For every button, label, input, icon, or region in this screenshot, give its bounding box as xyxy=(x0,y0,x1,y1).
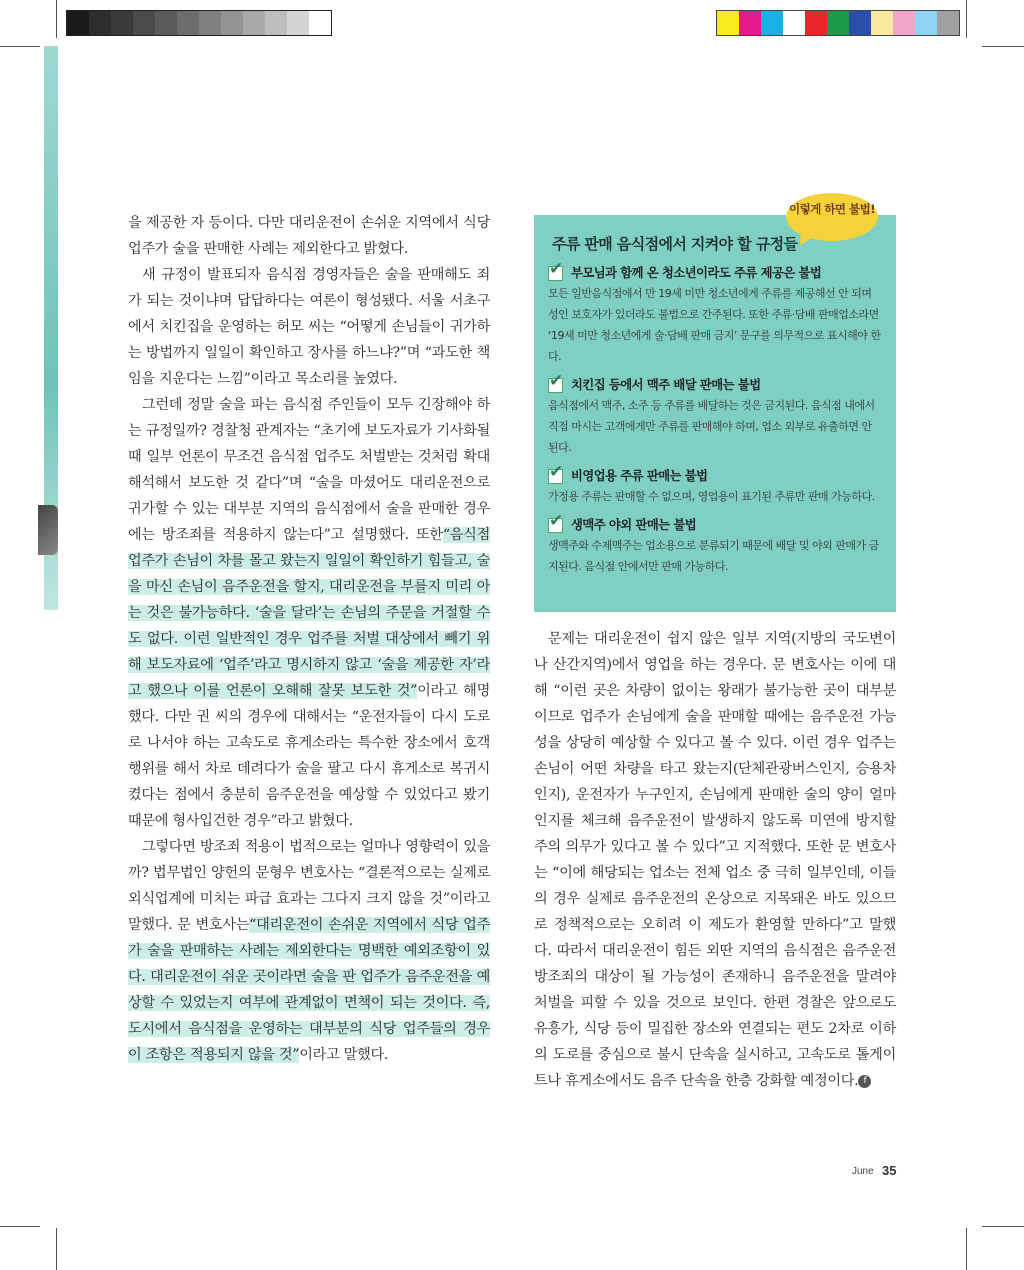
color-swatch xyxy=(761,11,783,35)
grayscale-print-bar xyxy=(66,10,332,36)
color-swatch xyxy=(827,11,849,35)
color-swatch xyxy=(915,11,937,35)
checkbox-icon xyxy=(548,515,568,533)
sidebar-title: 주류 판매 음식점에서 지켜야 할 규정들 xyxy=(552,235,798,253)
rule-heading xyxy=(548,513,882,535)
grayscale-swatch xyxy=(177,11,199,35)
color-swatch xyxy=(805,11,827,35)
grayscale-swatch xyxy=(287,11,309,35)
crop-mark xyxy=(982,1226,1024,1227)
rule-item xyxy=(548,464,882,507)
grayscale-swatch xyxy=(265,11,287,35)
crop-mark xyxy=(0,1226,40,1227)
text-run: 그런데 정말 술을 파는 음식점 주인들이 모두 긴장해야 하는 규정일까? 경찰청 관계자는 “초기에 보도자료가 기사화될 때 일부 언론이 무조건 음식점 업주도 처벌받는 것처럼 확대해석해서 보도한 것 같다”며 “술을 마셨어도 대리운전으로 귀가할 수 있는 대부분 지역의 음식점에서 술을 판매한 경우에는 방조죄를 적용하지 않는다”고 설명했다. 또한 xyxy=(128,397,490,543)
rule-body: 모든 일반음식점에서 만 19세 미만 청소년에게 주류를 제공해선 안 되며 성인 보호자가 있더라도 불법으로 간주된다. 또한 주류·담배 판매업소라면 ‘19세 미만 청소년에게 술·담배 판매 금지’ 문구를 의무적으로 표시해야 한다. xyxy=(548,287,881,363)
paragraph: 을 제공한 자 등이다. 다만 대리운전이 손쉬운 지역에서 식당 업주가 술을 판매한 사례는 제외한다고 밝혔다. xyxy=(128,215,490,257)
checkbox-icon xyxy=(548,263,568,281)
bubble-body xyxy=(786,193,878,241)
color-swatch xyxy=(717,11,739,35)
crop-mark xyxy=(982,46,1024,47)
regulations-sidebar-box xyxy=(534,215,896,612)
text-run: 문제는 대리운전이 쉽지 않은 일부 지역(지방의 국도변이나 산간지역)에서 영업을 하는 경우다. 문 변호사는 이에 대해 “이런 곳은 차량이 없이는 왕래가 불가능한 곳이 대부분이므로 업주가 손님에게 술을 판매할 때에는 음주운전 가능성을 상당히 예상할 수 있다고 볼 수 있다. 이런 경우 업주는 손님이 어떤 차량을 타고 왔는지(단체관광버스인지, 승용차인지), 운전자가 누구인지, 손님에게 판매한 술의 양이 얼마인지를 체크해 음주운전이 발생하지 않도록 미연에 방지할 주의 의무가 있다고 볼 수 있다”고 지적했다. 또한 문 변호사는 “이에 해당되는 업소는 전체 업소 중 극히 일부인데, 이들의 경우 실제로 음주운전의 온상으로 지목돼온 바도 있으므로 정책적으로는 오히려 이 제도가 환영할 만하다”고 말했다. 따라서 대리운전이 힘든 외딴 지역의 음식점은 음주운전 방조죄의 대상이 될 가능성이 존재하니 음주운전을 말려야 처벌을 피할 수 있을 것으로 보인다. 한편 경찰은 앞으로도 유흥가, 식당 등이 밀집한 장소와 연결되는 편도 2차로 이하의 도로를 중심으로 불시 단속을 실시하고, 고속도로 톨게이트나 휴게소에서도 음주 단속을 한층 강화할 예정이다. xyxy=(534,631,896,1089)
grayscale-swatch xyxy=(309,11,331,35)
crop-mark xyxy=(56,0,57,38)
color-print-bar xyxy=(716,10,960,36)
rule-item xyxy=(548,513,882,577)
text-run: 이라고 해명했다. 다만 권 씨의 경우에 대해서는 “운전자들이 다시 도로로 나서야 하는 고속도로 휴게소라는 특수한 장소에서 호객 행위를 해서 차로 데려다가 술을 팔고 다시 휴게소로 복귀시켰다는 점에서 충분히 음주운전을 예상할 수 있었다고 봤기 때문에 형사입건한 경우”라고 밝혔다. xyxy=(128,683,490,829)
rule-heading-text: 비영업용 주류 판매는 불법 xyxy=(571,469,708,483)
rule-heading xyxy=(548,464,882,486)
f-logo-icon: f xyxy=(858,1075,871,1088)
grayscale-swatch xyxy=(155,11,177,35)
text-run: 이라고 말했다. xyxy=(299,1047,389,1063)
grayscale-swatch xyxy=(133,11,155,35)
crop-mark xyxy=(0,46,40,47)
sidebar-rules-list xyxy=(548,261,882,583)
crop-mark xyxy=(966,1228,967,1270)
color-swatch xyxy=(849,11,871,35)
highlighted-quote: “대리운전이 손쉬운 지역에서 식당 업주가 술을 판매하는 사례는 제외한다는 명백한 예외조항이 있다. 대리운전이 쉬운 곳이라면 술을 판 업주가 음주운전을 예상할 수 있었는지 여부에 관계없이 면책이 되는 것이다. 즉, 도시에서 음식점을 운영하는 대부분의 식당 업주들의 경우 이 조항은 적용되지 않을 것” xyxy=(128,917,490,1063)
paragraph xyxy=(534,626,896,1094)
paragraph xyxy=(128,392,490,834)
color-swatch xyxy=(783,11,805,35)
bubble-text: 이렇게 하면 불법! xyxy=(788,202,875,216)
text-run: 그렇다면 방조죄 적용이 법적으로는 얼마나 영향력이 있을까? 법무법인 양헌의 문형우 변호사는 “결론적으로는 실제로 외식업계에 미치는 파급 효과는 그다지 크지 않을 것”이라고 말했다. 문 변호사는 xyxy=(128,839,490,933)
article-right-column xyxy=(534,626,896,1094)
rule-heading-text: 부모님과 함께 온 청소년이라도 주류 제공은 불법 xyxy=(571,266,822,280)
rule-body: 가정용 주류는 판매할 수 없으며, 영업용이 표기된 주류만 판매 가능하다. xyxy=(548,490,875,503)
crop-mark xyxy=(966,0,967,38)
crop-mark xyxy=(56,1228,57,1270)
folio-month: June xyxy=(852,1166,874,1177)
color-swatch xyxy=(937,11,959,35)
rule-heading xyxy=(548,373,882,395)
color-swatch xyxy=(739,11,761,35)
rule-item xyxy=(548,261,882,367)
rule-body: 생맥주와 수제맥주는 업소용으로 분류되기 때문에 배달 및 야외 판매가 금지된다. 음식점 안에서만 판매 가능하다. xyxy=(548,539,879,573)
grayscale-swatch xyxy=(221,11,243,35)
checkbox-icon xyxy=(548,375,568,393)
grayscale-swatch xyxy=(199,11,221,35)
article-left-column xyxy=(128,210,490,1068)
grayscale-swatch xyxy=(67,11,89,35)
grayscale-swatch xyxy=(111,11,133,35)
rule-item xyxy=(548,373,882,458)
checkbox-icon xyxy=(548,466,568,484)
rule-heading xyxy=(548,261,882,283)
rule-heading-text: 생맥주 야외 판매는 불법 xyxy=(571,518,697,532)
rule-body: 음식점에서 맥주, 소주 등 주류를 배달하는 것은 금지된다. 음식점 내에서 직접 마시는 고객에게만 주류를 판매해야 하며, 업소 외부로 유출하면 안 된다. xyxy=(548,399,875,454)
page-number: 35 xyxy=(882,1163,897,1178)
color-swatch xyxy=(871,11,893,35)
grayscale-swatch xyxy=(89,11,111,35)
rule-heading-text: 치킨집 등에서 맥주 배달 판매는 불법 xyxy=(571,378,761,392)
page-edge-image-fragment xyxy=(38,505,58,555)
warning-speech-bubble xyxy=(786,193,878,249)
paragraph xyxy=(128,834,490,1068)
highlighted-quote: “음식점 업주가 손님이 차를 몰고 왔는지 일일이 확인하기 힘들고, 술을 마신 손님이 음주운전을 할지, 대리운전을 부를지 미리 아는 것은 불가능하다. ‘술을 달라’는 손님의 주문을 거절할 수도 없다. 이런 일반적인 경우 업주를 처벌 대상에서 빼기 위해 보도자료에 ‘업주’라고 명시하지 않고 ‘술을 제공한 자’라고 했으나 이를 언론이 오해해 잘못 보도한 것” xyxy=(128,527,490,699)
paragraph: 새 규정이 발표되자 음식점 경영자들은 술을 판매해도 죄가 되는 것이냐며 답답하다는 여론이 형성됐다. 서울 서초구에서 치킨집을 운영하는 허모 씨는 “어떻게 손님들이 귀가하는 방법까지 일일이 확인하고 장사를 하느냐?”며 “과도한 책임을 지운다는 느낌”이라고 목소리를 높였다. xyxy=(128,267,490,387)
grayscale-swatch xyxy=(243,11,265,35)
color-swatch xyxy=(893,11,915,35)
